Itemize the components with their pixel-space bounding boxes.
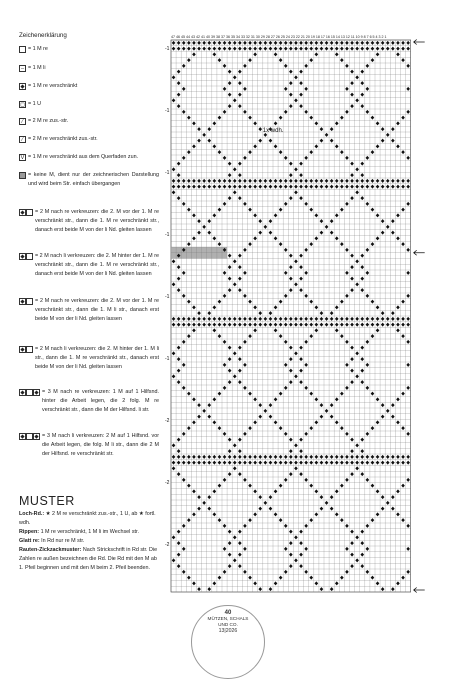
muster-section-label: Rippen:: [19, 529, 41, 535]
u-box-icon: ◻: [20, 102, 25, 108]
legend-text: = 2 M re zus.-str.: [28, 118, 69, 124]
legend-item: [19, 117, 159, 126]
left-mark: -1: [165, 356, 170, 362]
muster-section-text: In Rd nur re M str.: [41, 538, 85, 544]
legend-item: [19, 432, 159, 459]
muster-section-text: 1 M re verschränkt, 1 M li im Wechsel str.: [40, 529, 140, 535]
legend-text: = 1 U: [28, 101, 42, 107]
footer-issue: 13|2026: [218, 628, 238, 634]
slash-diamond-box-icon: ⁄: [19, 136, 26, 144]
legend-item: [19, 82, 159, 91]
left-mark: -1: [165, 294, 170, 300]
arrow-icon: [414, 250, 425, 255]
legend-item: [19, 252, 159, 279]
legend-text: = 3 M nach li verkreuzen: 2 M auf 1 Hilfsnd. vor die Arbeit legen, die folg. M li str., dann die 2 M der Hilfsnd. re verschränkt str.: [42, 433, 159, 457]
left-mark: -1: [165, 46, 170, 52]
slash-box-icon: ⁄: [19, 118, 26, 126]
gray-box-icon: [19, 172, 26, 189]
legend-text: = keine M, dient nur der zeichnerischen Darstellung und wird beim Str. einfach übergangen: [28, 172, 159, 187]
muster-section-text: Nach Strickschrift in Rd str. Die Zahlen re außen bezeichnen die Rd. Die Rd mit den M ab 1. Pfeil beginnen und mit den M beim 2. Pfeil beenden.: [19, 547, 158, 571]
left-mark: -1: [165, 108, 170, 114]
legend-item: [19, 208, 159, 235]
muster-section: [19, 546, 159, 573]
legend-text: = 2 M nach li verkreuzen: die 2. M hinter der 1. M li str., dann die 1. M re verschränkt str., danach erst beide M von der li Nd. gleiten lassen: [35, 346, 159, 370]
footer-line2: UND CO.: [218, 622, 238, 627]
arrow-icon: [414, 40, 425, 45]
muster-section-label: Glatt re:: [19, 538, 42, 544]
muster-section: [19, 528, 159, 537]
legend-item: [19, 297, 159, 324]
dash-box-icon: –: [20, 66, 25, 72]
cross-left-purl-icon: ◆: [19, 346, 33, 372]
muster-section-label: Loch-Rd.:: [19, 511, 46, 517]
legend-text: = 1 M re verschränkt: [28, 83, 78, 89]
legend-text: = 2 M nach re verkreuzen: die 2. M vor der 1. M re verschränkt str., dann die 1. M li str., danach erst beide M von der li Nd. gleiten lassen: [35, 298, 159, 322]
cross-left-icon: ◆: [19, 253, 33, 279]
legend-item: [19, 135, 159, 144]
legend-text: = 1 M re verschränkt aus dem Querfaden zun.: [28, 154, 139, 160]
legend-text: = 1 M re: [28, 46, 48, 52]
footer-logo: [191, 605, 265, 639]
muster-section: [19, 510, 159, 528]
legend-item: [19, 100, 159, 109]
legend-title: Zeichenerklärung: [19, 32, 67, 39]
legend-item: [19, 64, 159, 73]
v-box-icon: V: [20, 155, 25, 161]
cross-right-icon: ◆: [19, 209, 33, 235]
left-mark: -2: [165, 418, 170, 424]
cable-right-3-icon: ◆ ◆: [20, 390, 39, 396]
column-numbers: 47 46 45 44 43 42 41 40 39 38 37 36 35 34 33 32 31 30 29 28 27 26 25 24 23 22 21 20 19 18 17 16 15 14 13 12 11 10 9 8 7 6 5 4 3 2 1: [171, 35, 387, 39]
empty-box-icon: [19, 46, 26, 54]
legend-item: [19, 345, 159, 372]
left-mark: -1: [165, 170, 170, 176]
legend-text: = 1 M li: [28, 65, 46, 71]
muster-title: MUSTER: [19, 494, 75, 508]
page-number: 40: [224, 610, 232, 616]
legend-item: [19, 153, 159, 162]
legend-text: = 3 M nach re verkreuzen: 1 M auf 1 Hilfsnd. hinter die Arbeit legen, die 2 folg. M re verschränkt str., dann die M der Hilfsnd. li str.: [42, 389, 159, 413]
muster-section-label: Rauten-Zickzackmuster:: [19, 547, 83, 553]
muster-section-text: ★ 2 M re verschränkt zus.-str., 1 U, ab ★ fortl. wdh.: [19, 511, 156, 526]
legend-text: = 2 M nach li verkreuzen: die 2. M hinter der 1. M re verschränkt str., dann die 1. M re verschränkt str., danach erst beide M von der li Nd. gleiten lassen: [35, 253, 159, 277]
footer-line1: MÜTZEN, SCHALS: [207, 616, 249, 621]
legend-text: = 2 M nach re verkreuzen: die 2. M vor der 1. M re verschränkt str., dann die 1. M re verschränkt str., danach erst beide M von der li Nd. gleiten lassen: [35, 209, 159, 233]
legend-item: [19, 171, 159, 189]
legend-item: [19, 45, 159, 54]
muster-text: [19, 510, 159, 573]
left-mark: -1: [165, 232, 170, 238]
cable-left-3-icon: ◆ ◆: [20, 434, 39, 440]
muster-section: [19, 537, 159, 546]
diamond-box-icon: ◆: [20, 84, 25, 90]
arrow-icon: [414, 588, 425, 593]
knitting-chart: [165, 30, 430, 600]
legend-text: = 2 M re verschränkt zus.-str.: [28, 136, 98, 142]
cross-right-purl-icon: ◆: [19, 298, 33, 324]
left-mark: -2: [165, 542, 170, 548]
legend-item: [19, 388, 159, 415]
left-mark: -2: [165, 480, 170, 486]
repeat-label: 1x wdh.: [262, 128, 284, 134]
